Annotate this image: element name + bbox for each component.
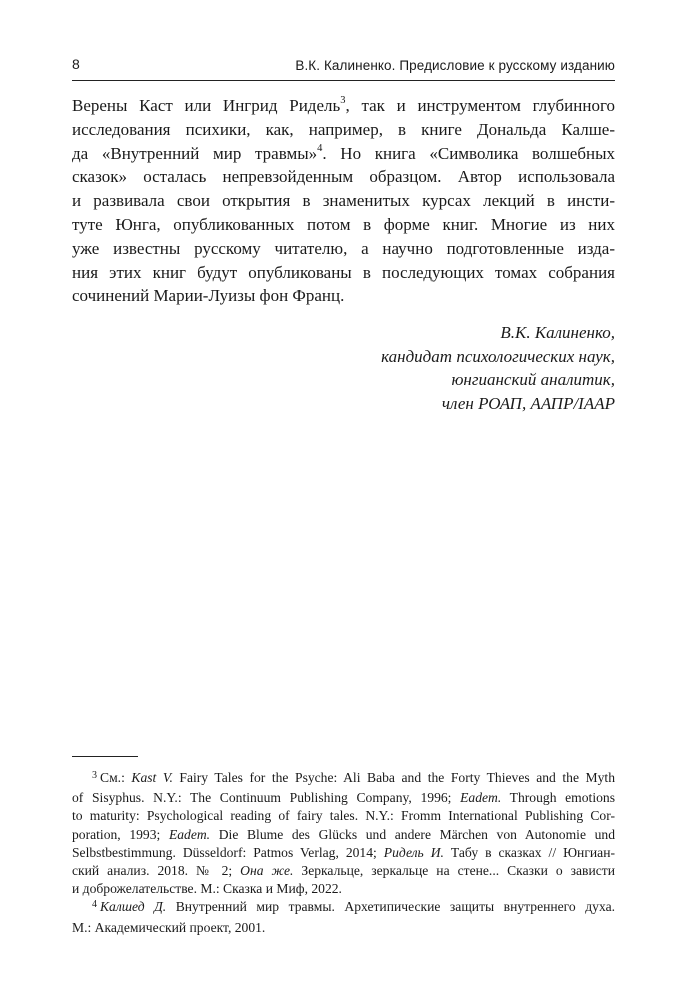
text-line: туте Юнга, опубликованных потом в форме книг. Многие из них <box>72 214 615 234</box>
footnote-4: $^4$ Калшед Д. Внутренний мир травмы. Архетипические защиты внутреннего духа. <box>92 899 616 915</box>
text-line: ния этих книг будут опубликованы в последующих томах собрания <box>72 262 615 282</box>
text-line: уже известны русскому читателю, а научно подготовленные изда- <box>72 238 615 258</box>
footnote-divider <box>72 756 138 757</box>
footnote-line: to maturity: Psychological reading of fairy tales. N.Y.: Fromm International Publishing Cor- <box>72 808 615 824</box>
main-text <box>72 94 615 308</box>
footnote-ref-3[interactable]: 3 <box>340 95 346 107</box>
text-line: да «Внутренний мир травмы»$^4$. Но книга «Символика волшебных <box>72 142 615 163</box>
footnote-line: Selbstbestimmung. Düsseldorf: Patmos Verlag, 2014; Ридель И. Табу в сказках // Юнгиан- <box>72 844 615 860</box>
footnote-line: poration, 1993; Eadem. Die Blume des Glücks und andere Märchen von Autonomie und <box>72 826 616 842</box>
running-title: В.К. Калиненко. Предисловие к русскому изданию <box>295 58 615 73</box>
footnote-ref-4[interactable]: 4 <box>317 142 323 154</box>
footnote-line: ский анализ. 2018. № 2; Она же. Зеркальце, зеркальце на стене... Сказки о зависти <box>72 863 615 879</box>
author-degree: кандидат психологических наук, <box>381 346 615 366</box>
footnote-3: $^3$ См.: Kast V. Fairy Tales for the Psyche: Ali Baba and the Forty Thieves and the Myth <box>92 770 615 785</box>
footnote-marker: 4 <box>92 899 97 911</box>
footnote-line: М.: Академический проект, 2001. <box>72 919 266 935</box>
footnote-marker: 3 <box>92 770 97 781</box>
author-role: юнгианский аналитик, <box>451 370 615 390</box>
running-header <box>72 54 615 81</box>
footnote-line: и доброжелательстве. М.: Сказка и Миф, 2022. <box>72 881 342 897</box>
page-number: 8 <box>72 56 80 72</box>
text-line: сказок» осталась непревзойденным образцом. Автор использовала <box>72 167 615 187</box>
text-line: сочинений Марии-Луизы фон Франц. <box>72 286 345 306</box>
text-line: и развивала свои открытия в знаменитых курсах лекций в инсти- <box>72 191 615 211</box>
text-line: исследования психики, как, например, в книге Дональда Калше- <box>72 119 615 139</box>
author-signature <box>381 321 615 415</box>
author-name: В.К. Калиненко, <box>500 323 615 342</box>
footnotes <box>72 769 615 937</box>
footnote-line: of Sisyphus. N.Y.: The Continuum Publishing Company, 1996; Eadem. Through emotions <box>72 790 615 806</box>
text-line: Верены Каст или Ингрид Ридель$^3$, так и инструментом глубинного <box>72 95 615 115</box>
author-membership: член РОАП, ААПР/IAAP <box>441 393 615 413</box>
